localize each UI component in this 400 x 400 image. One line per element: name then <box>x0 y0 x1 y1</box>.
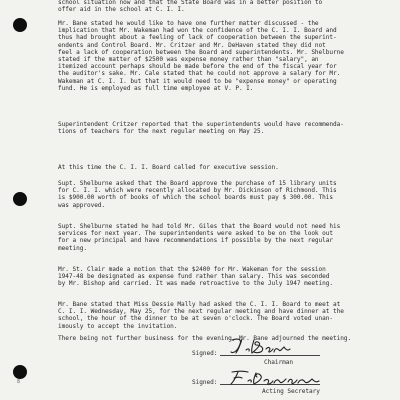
text-line: Supt. Shelburne asked that the Board approve the purchase of 15 library units <box>58 180 337 187</box>
chairman-title: Chairman <box>264 359 293 366</box>
text-line: feel a lack of cooperation between the Board and superintendents. Mr. Shelburne <box>58 48 344 56</box>
text-line: Wakeman at C. I. I. but that it would need to be "expense money" or operating <box>58 77 337 85</box>
text-line: C. I. I. Wednesday, May 25, for the next regular meeting and have dinner at the <box>58 308 344 316</box>
text-line: for C. I. I. which were recently allocated by Mr. Dickinson of Richmond. This <box>58 187 337 195</box>
text-line: school situation now and that the State Board was in a better position to <box>58 0 323 6</box>
text-line: There being not further business for the evening, Mr. Bane adjourned the meeting. <box>58 335 352 342</box>
text-line: itemized account perhaps should be made before the end of the fiscal year for <box>58 63 337 71</box>
paragraph <box>58 180 337 209</box>
signed-label-1: Signed: <box>192 350 218 357</box>
paragraph <box>58 121 344 135</box>
text-line: tions of teachers for the next regular meeting on May 25. <box>58 128 265 136</box>
text-line: Mr. Bane stated he would like to have one further matter discussed - the <box>58 20 319 27</box>
text-line: offer aid in the school at C. I. I. <box>58 6 185 14</box>
paragraph <box>58 266 333 288</box>
text-line: is $900.00 worth of books of which the school boards must pay $ 300.00. This <box>58 194 334 202</box>
secretary-title: Acting Secretary <box>262 388 320 395</box>
signed-label-2: Signed: <box>192 379 218 386</box>
paragraph <box>58 223 340 252</box>
paragraph <box>58 301 344 330</box>
text-line: for a new principal and have recommendations if possible by the next regular <box>58 237 334 245</box>
text-line: school, the hour of the dinner to be at seven o'clock. The Board voted unan- <box>58 315 334 323</box>
text-line: implication that Mr. Wakeman had won the confidence of the C. I. I. Board and <box>58 27 337 35</box>
paragraph <box>58 335 351 342</box>
punch-hole <box>13 18 27 32</box>
text-line: services for next year. The superintendents were asked to be on the look out <box>58 230 334 238</box>
text-line: Mr. St. Clair made a motion that the $2400 for Mr. Wakeman for the session <box>58 266 326 273</box>
punch-hole <box>13 192 27 206</box>
paragraph <box>58 20 344 92</box>
paragraph <box>58 0 322 13</box>
text-line: Supt. Shelburne stated he had told Mr. Giles that the Board would not need his <box>58 223 341 230</box>
text-line: endents and Control Board. Mr. Critzer and Mr. DeHaven stated they did not <box>58 41 326 49</box>
handwritten-signature-chairman <box>228 336 292 358</box>
text-line: Superintendent Critzer reported that the superintendents would have recommenda- <box>58 121 344 128</box>
text-line: fund. He is employed as full time employee at V. P. I. <box>58 84 254 92</box>
margin-mark: 8 <box>17 379 20 385</box>
text-line: imously to accept the invitation. <box>58 322 178 330</box>
text-line: stated if the matter of $2500 was expense money rather than "salary", an <box>58 56 319 64</box>
text-line: meeting. <box>58 244 87 252</box>
paragraph <box>58 164 279 171</box>
text-line: 1947-48 be designated as expense fund rather than salary. This was seconded <box>58 273 330 281</box>
text-line: thus had brought about a feeling of lack of cooperation between the superint- <box>58 34 337 42</box>
text-line: by Mr. Bishop and carried. It was made retroactive to the July 1947 meeting. <box>58 280 334 288</box>
text-line: At this time the C. I. I. Board called for executive session. <box>58 164 279 171</box>
text-line: the auditor's sake. Mr. Cale stated that he could not approve a salary for Mr. <box>58 70 341 78</box>
handwritten-signature-secretary <box>226 369 322 387</box>
text-line: was approved. <box>58 201 106 209</box>
punch-hole <box>13 365 27 379</box>
text-line: Mr. Bane stated that Miss Dessie Mally had asked the C. I. I. Board to meet at <box>58 301 341 308</box>
